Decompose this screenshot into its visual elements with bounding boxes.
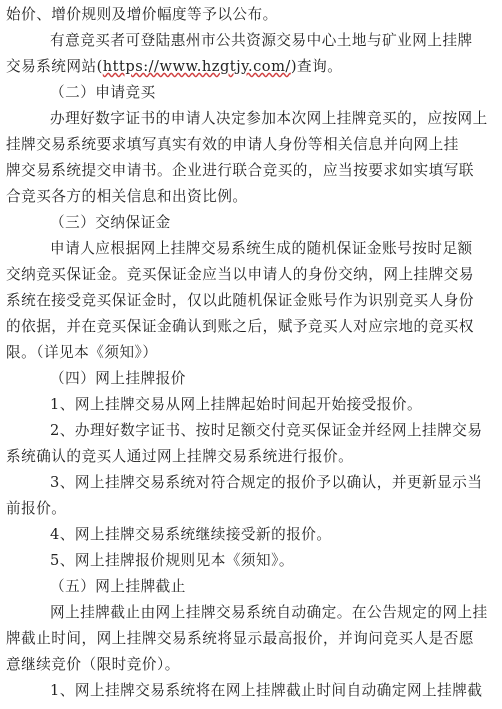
paragraph-line: 始价、增价规则及增价幅度等予以公布。	[6, 6, 278, 23]
list-item: 2、办理好数字证书、按时足额交付竞买保证金并经网上挂牌交易	[50, 422, 483, 439]
list-item: 3、网上挂牌交易系统对符合规定的报价予以确认，并更新显示当	[50, 474, 483, 491]
section-heading: （三）交纳保证金	[50, 214, 171, 231]
list-item: 5、网上挂牌报价规则见本《须知》。	[50, 552, 294, 569]
list-item: 1、网上挂牌交易从网上挂牌起始时间起开始接受报价。	[50, 396, 423, 413]
paragraph-line: 网上挂牌截止由网上挂牌交易系统自动确定。在公告规定的网上挂	[50, 604, 488, 621]
paragraph-line: 挂牌交易系统要求填写真实有效的申请人身份等相关信息并向网上挂	[6, 136, 459, 153]
paragraph-line: 申请人应根据网上挂牌交易系统生成的随机保证金账号按时足额	[50, 240, 473, 257]
url-suffix: )查询。	[290, 58, 343, 75]
url-prefix: 交易系统网站(	[6, 58, 103, 75]
section-heading: （四）网上挂牌报价	[50, 370, 186, 387]
paragraph-line: 前报价。	[6, 500, 67, 517]
list-item: 1、网上挂牌交易系统将在网上挂牌截止时间自动确定网上挂牌截	[50, 682, 483, 699]
website-link[interactable]: https://www.hzgtjy.com/	[102, 58, 291, 75]
paragraph-line: 限。（详见本《须知》）	[6, 344, 158, 361]
paragraph-line: 办理好数字证书的申请人决定参加本次网上挂牌竞买的，应按网上	[50, 110, 488, 127]
paragraph-line: 牌截止时间，网上挂牌交易系统将显示最高报价，并询问竞买人是否愿	[6, 630, 474, 647]
paragraph-line: 牌交易系统提交申请书。企业进行联合竞买的，应当按要求如实填写联	[6, 162, 474, 179]
paragraph-line: 有意竞买者可登陆惠州市公共资源交易中心土地与矿业网上挂牌	[50, 32, 473, 49]
list-item: 4、网上挂牌交易系统继续接受新的报价。	[50, 526, 332, 543]
section-heading: （二）申请竞买	[50, 84, 156, 101]
paragraph-line: 合竞买各方的相关信息和出资比例。	[6, 188, 248, 205]
paragraph-line: 交纳竞买保证金。竞买保证金应当以申请人的身份交纳，网上挂牌交易	[6, 266, 474, 283]
paragraph-line: 系统确认的竞买人通过网上挂牌交易系统进行报价。	[6, 448, 354, 465]
section-heading: （五）网上挂牌截止	[50, 578, 186, 595]
paragraph-line: 意继续竞价（限时竞价）。	[6, 656, 180, 673]
paragraph-line: 系统在接受竞买保证金时，仅以此随机保证金账号作为识别竞买人身份	[6, 292, 474, 309]
paragraph-line: 的依据，并在竞买保证金确认到账之后，赋予竞买人对应宗地的竞买权	[6, 318, 474, 335]
paragraph-line-url	[6, 58, 342, 76]
